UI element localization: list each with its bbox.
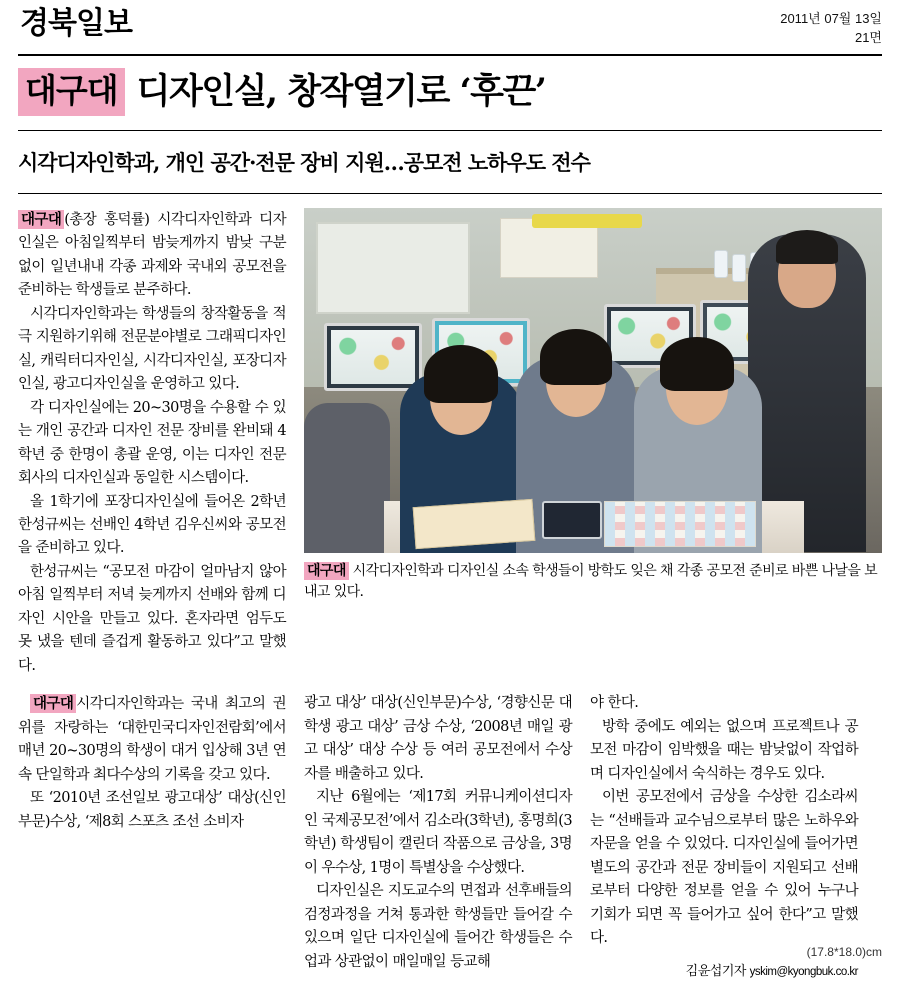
- photo-student-hair: [540, 329, 612, 385]
- article-column-1-bottom: [18, 692, 286, 981]
- photo-bottle: [714, 250, 728, 278]
- paragraph: 디자인실은 지도교수의 면접과 선후배들의 검정과정을 거쳐 통과한 학생들만 들어갈 수 있으며 일단 디자인실에 들어간 학생들은 수업과 상관없이 매일매일 등교해: [304, 883, 572, 970]
- photo-student-hair: [660, 337, 734, 391]
- paragraph: 또 ‘2010년 조선일보 광고대상’ 대상(신인부문)수상, ‘제8회 스포츠 조선 소비자: [18, 790, 286, 830]
- paragraph: 이번 공모전에서 금상을 수상한 김소라씨는 “선배들과 교수님으로부터 많은 노하우와 자문을 얻을 수 있었다. 디자인실에 들어가면 별도의 공간과 전문 장비들이 지원되고 선배로부터 다양한 정보를 얻을 수 있어 누구나 기회가 되면 꼭 들어가고 싶어 한다”고 말했다.: [590, 789, 858, 947]
- size-note: (17.8*18.0)cm: [806, 945, 882, 959]
- article-photo: [304, 208, 882, 553]
- article-column-2: [304, 692, 572, 981]
- photo-bottle: [732, 254, 746, 282]
- masthead: [18, 8, 882, 52]
- photo-student-hair: [424, 345, 498, 403]
- subheadline: 시각디자인학과, 개인 공간·전문 장비 지원…공모전 노하우도 전수: [18, 149, 590, 175]
- photo-caption: [304, 561, 882, 604]
- paragraph-text: (총장 홍덕률) 시각디자인학과 디자인실은 아침일찍부터 밤늦게까지 밤낮 구분 없이 일년내내 각종 과제와 국내외 공모전을 준비하는 학생들로 분주하다.: [18, 211, 286, 299]
- paragraph: 올 1학기에 포장디자인실에 들어온 2학년 한성규씨는 선배인 4학년 김우신씨와 공모전을 준비하고 있다.: [18, 493, 286, 557]
- photo-book: [413, 499, 536, 549]
- paragraph: 야 한다.: [590, 695, 639, 712]
- article-top-block: [18, 208, 882, 679]
- paragraph: [18, 692, 286, 787]
- issue-info: [780, 8, 882, 48]
- photo-tablet: [542, 501, 602, 539]
- byline-email: yskim@kyongbuk.co.kr: [749, 965, 858, 978]
- article-column-1-top: [18, 208, 286, 679]
- paragraph: 지난 6월에는 ‘제17회 커뮤니케이션디자인 국제공모전’에서 김소라(3학년), 홍명희(3학년) 학생팀이 캘린더 작품으로 금상을, 3명이 우수상, 1명이 특별상을 수상했다.: [304, 789, 572, 876]
- lead-tag: 대구대: [18, 210, 64, 229]
- subheadline-divider: [18, 193, 882, 194]
- caption-tag: 대구대: [304, 562, 349, 580]
- photo-chair: [304, 403, 390, 553]
- paragraph: 방학 중에도 예외는 없으며 프로젝트나 공모전 마감이 임박했을 때는 밤낮없이 작업하며 디자인실에서 숙식하는 경우도 있다.: [590, 718, 858, 782]
- byline: [590, 961, 858, 982]
- photo-yellow-banner: [532, 214, 642, 228]
- article-bottom-block: [18, 692, 882, 981]
- paragraph-text: 시각디자인학과는 국내 최고의 권위를 자랑하는 ‘대한민국디자인전람회’에서 매년 20~30명의 학생이 대거 입상해 3년 연속 단일학과 최다수상의 기록을 갖고 있다.: [18, 696, 286, 783]
- photo-block: [304, 208, 882, 679]
- photo-whiteboard: [316, 222, 470, 314]
- paragraph: 광고 대상’ 대상(신인부문)수상, ‘경향신문 대학생 광고 대상’ 금상 수상, ‘2008년 매일 광고 대상’ 대상 수상 등 여러 공모전에서 수상자를 배출하고 있다.: [304, 695, 572, 782]
- article-column-3: [590, 692, 858, 981]
- paragraph: 시각디자인학과는 학생들의 창작활동을 적극 지원하기위해 전문분야별로 그래픽디자인실, 캐릭터디자인실, 시각디자인실, 포장디자인실, 광고디자인실을 운영하고 있다.: [18, 305, 286, 393]
- issue-date: 2011년 07월 13일: [780, 11, 882, 26]
- caption-text: 시각디자인학과 디자인실 소속 학생들이 방학도 잊은 채 각종 공모전 준비로 바쁜 나날을 보내고 있다.: [304, 562, 878, 601]
- issue-page: 21면: [854, 29, 882, 45]
- byline-reporter: 김윤섭기자: [685, 963, 746, 979]
- paragraph: 각 디자인실에는 20~30명을 수용할 수 있는 개인 공간과 디자인 전문 장비를 완비돼 4학년 중 한명이 총괄 운영, 이는 디자인 전문회사의 디자인실과 동일한 시스템이다.: [18, 399, 286, 487]
- paragraph: 한성규씨는 “공모전 마감이 얼마남지 않아 아침 일찍부터 저녁 늦게까지 선배와 함께 디자인 시안을 만들고 있다. 혼자라면 엄두도 못 냈을 텐데 즐겁게 활동하고 있다”고 말했다.: [18, 563, 286, 674]
- photo-professor-hair: [776, 230, 838, 264]
- paper-name: 경북일보: [20, 6, 132, 41]
- headline-tag: 대구대: [18, 68, 125, 116]
- body-tag: 대구대: [30, 694, 76, 713]
- headline-divider: [18, 130, 882, 131]
- headline-row: [18, 68, 882, 116]
- photo-screen-art: [331, 330, 415, 384]
- page-title: 디자인실, 창작열기로 ‘후끈’: [136, 71, 546, 113]
- article-content: [18, 208, 882, 982]
- masthead-divider: [18, 54, 882, 56]
- paragraph: [18, 208, 286, 303]
- photo-design-sheet: [604, 501, 756, 547]
- photo-monitor: [324, 323, 422, 391]
